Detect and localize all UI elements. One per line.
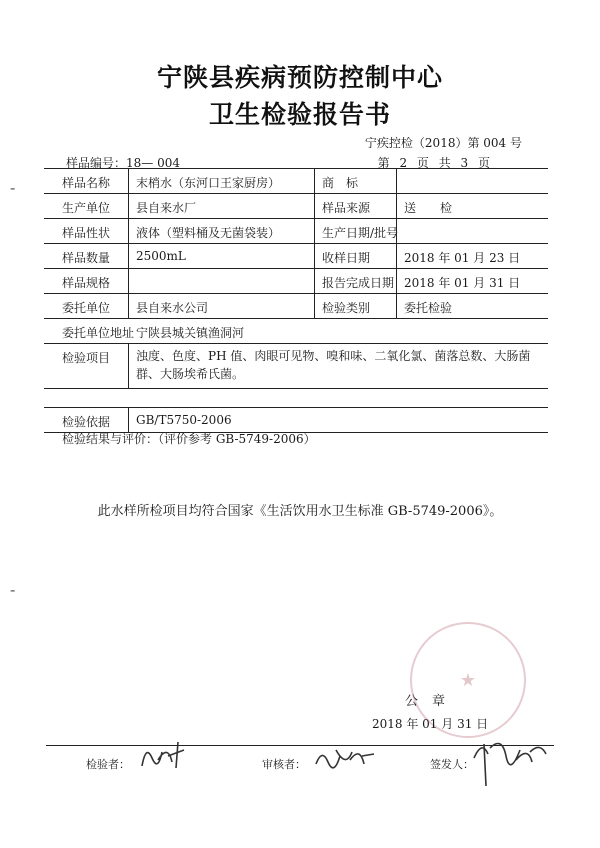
sample-info-table xyxy=(44,168,548,433)
row-label-2: 收样日期 xyxy=(322,251,371,265)
test-items-row xyxy=(44,344,548,389)
row-value-2: 2018 年 01 月 23 日 xyxy=(404,251,521,265)
approver-label: 签发人： xyxy=(430,758,474,771)
signature-date: 2018 年 01 月 31 日 xyxy=(372,717,489,731)
inspector-signature xyxy=(138,738,188,774)
test-basis-value: GB/T5750-2006 xyxy=(136,413,232,427)
row-label-2: 报告完成日期 xyxy=(322,276,395,290)
table-row xyxy=(44,219,548,244)
page-indicator: 第 2 页 共 3 页 xyxy=(377,156,490,170)
spacer-row xyxy=(44,389,548,408)
report-title-org: 宁陕县疾病预防控制中心 xyxy=(156,63,443,92)
row-label: 样品名称 xyxy=(62,176,111,190)
row-value-2: 委托检验 xyxy=(404,301,453,315)
scan-mark: - xyxy=(10,580,16,599)
inspector-label: 检验者： xyxy=(86,758,130,771)
row-value: 液体（塑料桶及无菌袋装） xyxy=(136,226,281,240)
document-number: 宁疾控检（2018）第 004 号 xyxy=(364,136,522,150)
result-label: 检验结果与评价：（评价参考 GB-5749-2006） xyxy=(62,432,316,446)
row-label: 样品规格 xyxy=(62,276,111,290)
row-value: 县自来水公司 xyxy=(136,301,209,315)
test-items-label: 检验项目 xyxy=(62,351,111,365)
row-value: 2500mL xyxy=(136,249,186,263)
row-label: 生产单位 xyxy=(62,201,111,215)
test-items-value: 浊度、色度、PH 值、肉眼可见物、嗅和味、二氧化氯、菌落总数、大肠菌群、大肠埃希氏菌。 xyxy=(136,349,531,381)
sample-number: 样品编号：18— 004 xyxy=(66,156,180,170)
table-row xyxy=(44,244,548,269)
row-label-2: 检验类别 xyxy=(322,301,371,315)
row-label: 样品性状 xyxy=(62,226,111,240)
reviewer-signature xyxy=(312,738,378,774)
row-label: 样品数量 xyxy=(62,251,111,265)
result-conclusion: 此水样所检项目均符合国家《生活饮用水卫生标准 GB-5749-2006》。 xyxy=(97,504,503,519)
stamp-label: 公章 xyxy=(405,694,460,709)
client-address-value: 宁陕县城关镇渔洞河 xyxy=(136,326,245,340)
row-value-2: 2018 年 01 月 31 日 xyxy=(404,276,521,290)
table-row xyxy=(44,168,548,194)
client-address-label: 委托单位地址 xyxy=(62,326,135,340)
row-label-2: 样品来源 xyxy=(322,201,371,215)
reviewer-label: 审核者： xyxy=(262,758,306,771)
table-row xyxy=(44,269,548,294)
row-value-2: 送 检 xyxy=(404,201,453,215)
table-row xyxy=(44,194,548,219)
approver-signature xyxy=(470,732,550,790)
client-address-row xyxy=(44,319,548,344)
row-value: 县自来水厂 xyxy=(136,201,197,215)
table-row xyxy=(44,294,548,319)
scan-mark: - xyxy=(10,178,16,197)
test-basis-label: 检验依据 xyxy=(62,415,111,429)
seal-star-icon: ★ xyxy=(459,670,477,691)
report-title: 卫生检验报告书 xyxy=(208,100,391,129)
row-label-2: 生产日期/批号 xyxy=(322,226,399,240)
row-label-2: 商 标 xyxy=(322,176,359,190)
row-value: 末梢水（东河口王家厨房） xyxy=(136,176,281,190)
row-label: 委托单位 xyxy=(62,301,111,315)
